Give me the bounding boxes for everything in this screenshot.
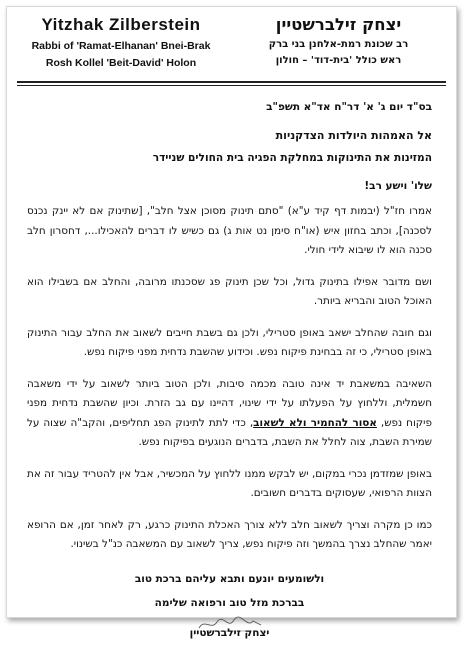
letter-body: [27, 101, 432, 651]
letterhead-title-en-2: Rosh Kollel 'Beit-David' Holon: [45, 57, 197, 69]
closing-line: ולשומעים יונעם ותבא עליהם ברכת טוב: [134, 572, 325, 585]
letterhead-title-he-1: רב שכונת רמת-אלחנן בני ברק: [268, 39, 409, 50]
paragraph-1: אמרו חז"ל (יבמות דף קיד ע"א) "סתם תינוק מסוכן אצל חלב", [שתינוק אם לא יינק נכנס לסכנה], וכתב בחזון איש (או"ח סימן נט אות ג) גם כשיש לו דברים להאכילו..., דחסרון חלב סכנה הוא לו שיבוא לידי חולי.: [27, 205, 432, 256]
letterhead-name-he: יצחק זילברשטיין: [275, 15, 402, 34]
letterhead-english: [21, 15, 221, 69]
signer-name: יצחק זילברשטיין: [189, 626, 270, 639]
signature-block: [27, 611, 432, 651]
letter-date: בס"ד יום ג' א' דר"ח אד"א תשפ"ב: [266, 101, 432, 113]
letterhead-divider-thin: [17, 85, 446, 86]
paragraph-4-part-b: , כדי לתת לתינוק הפג תחליפים, והקב"ה שצוה על שמירת השבת, צוה לחלל את השבת, בדברים הנוגעים בפיקוח נפש.: [27, 416, 432, 448]
paragraph-4-part-a: השאיבה במשאבת יד אינה טובה מכמה סיבות, ולכן הטוב ביותר לשאוב על ידי משאבה חשמלית, וללחוץ על הפעלתו על ידי שינוי, דהיינו עם גב הזרת. וכיון שהשבת נדחית מפני פיקוח נפש,: [27, 377, 432, 429]
letterhead-hebrew: [231, 15, 446, 66]
paragraph-4-emphasis: אסור להחמיר ולא לשאוב: [253, 416, 377, 429]
blessing-line: בברכת מזל טוב ורפואה שלימה: [154, 596, 305, 609]
letterhead-name-en: Yitzhak Zilberstein: [41, 15, 201, 34]
addressee-line-2: המזינות את התינוקות במחלקת הפגיה בית החולים שניידר: [152, 152, 432, 164]
paragraph-3: וגם חובה שהחלב ישאב באופן סטרילי, ולכן גם בשבת חייבים לשאוב את החלב עבור התינוק באופן סטרילי, כי זה בבחינת פיקוח נפש. וכידוע שהשבת נדחית מפני פיקוח נפש.: [27, 326, 432, 358]
paragraph-6: כמו כן מקרה וצריך לשאוב חלב ללא צורך האכלת התינוק כרגע, רק לאחר זמן, אם הרופא יאמר שהחלב נצרך בהמשך וזה פיקוח נפש, צריך לשאוב עם המשאבה כנ"ל בשינוי.: [27, 518, 432, 550]
letter-page: [6, 6, 457, 639]
paragraph-4: [27, 375, 432, 453]
letterhead-title-en-1: Rabbi of 'Ramat-Elhanan' Bnei-Brak: [31, 40, 211, 52]
letterhead-title-he-2: ראש כולל 'בית-דוד' – חולון: [275, 55, 402, 66]
addressee-line-1: אל האמהות היולדות הצדקניות: [275, 129, 432, 142]
paragraph-5: באופן שמזדמן נכרי במקום, יש לבקש ממנו ללחוץ על המכשיר, אבל אין להטריד עבור זה את הצוות הרפואי, שעסוקים בדברים חשובים.: [27, 467, 432, 499]
greeting: שלו' וישע רב!: [364, 180, 432, 192]
paragraph-2: ושם מדובר אפילו בתינוק גדול, וכל שכן תינוק פג שסכנתו מרובה, והחלב אם בשבילו הוא האוכל הטוב והבריא ביותר.: [27, 275, 432, 307]
letterhead-divider-thick: [17, 81, 446, 83]
